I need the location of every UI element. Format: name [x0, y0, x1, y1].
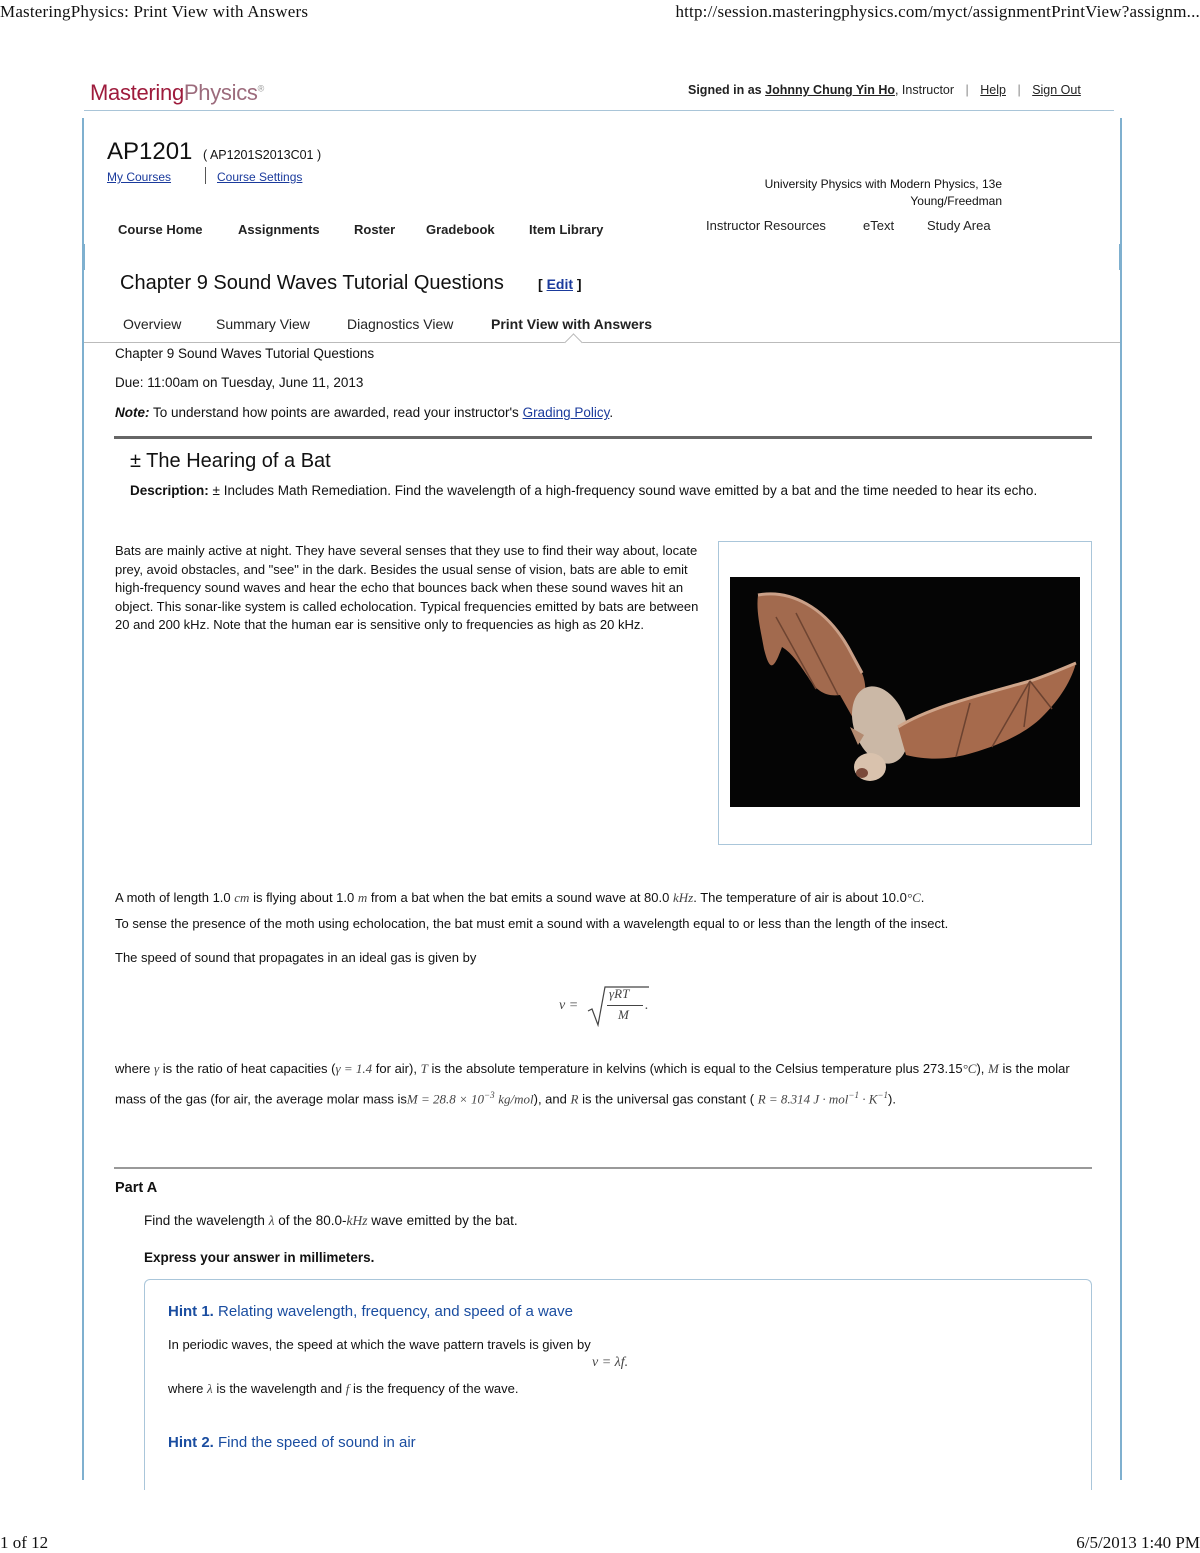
signed-in-label: Signed in as [688, 83, 762, 97]
note-label: Note: [115, 405, 150, 420]
frame-accent-left [82, 244, 85, 270]
unit-degc: °C [962, 1061, 977, 1076]
text: A moth of length 1.0 [115, 890, 231, 905]
textbook-title: University Physics with Modern Physics, 13e [764, 177, 1002, 191]
hint-2-number: Hint 2. [168, 1434, 214, 1451]
unit-kelvin: · K [859, 1091, 878, 1107]
symbol-lambda: λ [207, 1381, 213, 1396]
symbol-gamma: γ [154, 1061, 160, 1076]
sign-out-link[interactable]: Sign Out [1032, 83, 1081, 97]
hint-2-title-text: Find the speed of sound in air [218, 1434, 416, 1451]
print-page-title: MasteringPhysics: Print View with Answers [0, 2, 309, 21]
text: wave emitted by the bat. [371, 1213, 518, 1228]
gas-constant-value: R = 8.314 J · mol [757, 1091, 849, 1107]
nav-study-area[interactable]: Study Area [927, 218, 991, 233]
nav-roster[interactable]: Roster [354, 222, 396, 237]
edit-assignment-link[interactable]: Edit [546, 276, 574, 292]
problem-title: ± The Hearing of a Bat [130, 450, 331, 472]
molar-mass-value: M = 28.8 × 10 [406, 1091, 485, 1107]
textbook-authors: Young/Freedman [910, 194, 1002, 208]
speed-of-sound-equation [559, 985, 669, 1027]
tab-overview[interactable]: Overview [123, 316, 182, 332]
divider: | [965, 83, 969, 97]
tab-underline [84, 342, 1120, 343]
frame-left-border [82, 118, 84, 1480]
text: ), and [533, 1091, 567, 1107]
symbol-r: R [570, 1091, 579, 1107]
symbol-t: T [420, 1061, 428, 1076]
tab-print-view-with-answers[interactable]: Print View with Answers [491, 316, 653, 332]
gamma-value: γ = 1.4 [335, 1061, 373, 1076]
active-tab-indicator [564, 333, 582, 351]
variables-paragraph [115, 1055, 1100, 1112]
hint-1-explanation [168, 1380, 518, 1399]
equation-denominator: M [618, 1007, 629, 1022]
masteringphysics-logo[interactable] [90, 80, 264, 106]
hint-1-body: In periodic waves, the speed at which the wave pattern travels is given by [168, 1337, 591, 1352]
section-divider [114, 436, 1092, 439]
course-name: AP1201 [107, 138, 193, 165]
unit-khz: kHz [672, 890, 694, 905]
problem-description [130, 482, 1070, 501]
textbook-info [765, 176, 1002, 210]
course-code: ( AP1201S2013C01 ) [203, 148, 322, 162]
text: from a bat when the bat emits a sound wave at 80.0 [370, 890, 670, 905]
edit-bracket-close: ] [576, 276, 582, 292]
hint-1-number: Hint 1. [168, 1303, 214, 1320]
logo-registered-mark: ® [257, 83, 264, 94]
grading-policy-link[interactable]: Grading Policy [522, 405, 610, 420]
part-a-question [144, 1212, 518, 1231]
text: . [920, 890, 925, 905]
wavelength-condition: To sense the presence of the moth using echolocation, the bat must emit a sound with a wavelength equal to or less than the length of the insect. [115, 916, 949, 931]
bat-figure [718, 541, 1092, 845]
unit-cm: cm [234, 890, 250, 905]
unit-khz: kHz [346, 1213, 368, 1228]
note-period: . [609, 405, 614, 420]
text: is the universal gas constant ( [582, 1091, 755, 1107]
hint-1-title[interactable] [168, 1303, 573, 1320]
account-bar [688, 83, 1081, 97]
user-name-link[interactable]: Johnny Chung Yin Ho [765, 83, 895, 97]
text: 273.15 [922, 1061, 963, 1076]
nav-gradebook[interactable]: Gradebook [426, 222, 495, 237]
note [115, 405, 613, 420]
unit-kg-per-mol: kg/mol [498, 1091, 534, 1107]
text: is the molar mass of the gas (for air, the average molar mass is [115, 1061, 1070, 1107]
tab-diagnostics-view[interactable]: Diagnostics View [347, 316, 454, 332]
text: ). [888, 1091, 896, 1107]
text: is the ratio of heat capacities ( [162, 1061, 336, 1076]
text: Find the wavelength [144, 1213, 265, 1228]
due-date: Due: 11:00am on Tuesday, June 11, 2013 [115, 375, 364, 390]
symbol-m: M [988, 1061, 999, 1076]
part-a-label: Part A [115, 1180, 158, 1196]
text: is the absolute temperature in kelvins (which is equal to the Celsius temperature plus [431, 1061, 920, 1076]
edit-control [538, 276, 582, 292]
bat-photo [730, 577, 1080, 807]
course-settings-link[interactable]: Course Settings [217, 170, 303, 184]
note-text: To understand how points are awarded, read your instructor's [153, 405, 519, 420]
frame-top-border [84, 110, 1114, 111]
frame-right-border [1120, 118, 1122, 1480]
text: where [168, 1381, 204, 1396]
text: is flying about 1.0 [253, 890, 355, 905]
hint-1-title-text: Relating wavelength, frequency, and speed of a wave [218, 1303, 573, 1320]
print-page-number: 1 of 12 [0, 1533, 49, 1552]
print-page-url: http://session.masteringphysics.com/myct/assignmentPrintView?assignm... [675, 2, 1200, 21]
print-datetime: 6/5/2013 1:40 PM [1076, 1533, 1200, 1552]
logo-word-mastering: Mastering [90, 80, 184, 105]
edit-bracket-open: [ [538, 276, 543, 292]
symbol-f: f [345, 1381, 350, 1396]
text: where [115, 1061, 151, 1076]
assignment-title: Chapter 9 Sound Waves Tutorial Questions [120, 272, 504, 294]
frame-accent-right [1119, 244, 1122, 270]
text: for air), [375, 1061, 417, 1076]
fraction-bar [607, 1005, 643, 1006]
description-label: Description: [130, 483, 209, 498]
exponent: −1 [877, 1090, 888, 1100]
symbol-lambda: λ [268, 1213, 275, 1228]
exponent: −3 [484, 1090, 495, 1100]
text: is the frequency of the wave. [352, 1381, 519, 1396]
description-text: ± Includes Math Remediation. Find the wavelength of a high-frequency sound wave emitted by a bat and the time needed to hear its echo. [212, 483, 1038, 498]
unit-m: m [357, 890, 368, 905]
part-divider [114, 1167, 1092, 1169]
hint-2-title[interactable] [168, 1434, 416, 1451]
exponent: −1 [848, 1090, 859, 1100]
nav-course-home[interactable]: Course Home [118, 222, 203, 237]
text: . The temperature of air is about 10.0 [693, 890, 907, 905]
text: of the 80.0- [278, 1213, 347, 1228]
divider [205, 167, 206, 184]
nav-instructor-resources[interactable]: Instructor Resources [706, 218, 826, 233]
nav-assignments[interactable]: Assignments [238, 222, 320, 237]
divider: | [1017, 83, 1021, 97]
tab-summary-view[interactable]: Summary View [216, 316, 310, 332]
answer-format-instruction: Express your answer in millimeters. [144, 1250, 375, 1265]
nav-etext[interactable]: eText [863, 218, 895, 233]
assignment-subtitle: Chapter 9 Sound Waves Tutorial Questions [115, 346, 375, 361]
bat-illustration [730, 577, 1080, 807]
logo-word-physics: Physics [183, 80, 258, 105]
intro-paragraph: Bats are mainly active at night. They have several senses that they use to find their way about, locate prey, avoid obstacles, and "see" in the dark. Besides the usual sense of vision, bats are able to emit high-frequency sound waves and hear the echo that bounces back when these sound waves hit an object. This sonar-like system is called echolocation. Typical frequencies emitted by bats are between 20 and 200 kHz. Note that the human ear is sensitive only to frequencies as high as 20 kHz. [115, 543, 699, 632]
unit-degc: °C [906, 890, 921, 905]
nav-item-library[interactable]: Item Library [529, 222, 604, 237]
equation-numerator: γRT [609, 986, 630, 1001]
text: ), [976, 1061, 985, 1076]
given-values-paragraph [115, 889, 1095, 908]
text: is the wavelength and [216, 1381, 343, 1396]
my-courses-link[interactable]: My Courses [107, 170, 172, 184]
hint-1-equation: v = λf. [592, 1355, 629, 1370]
equation-lhs: v = [559, 998, 579, 1013]
speed-of-sound-intro: The speed of sound that propagates in an ideal gas is given by [115, 950, 477, 965]
equation-period: . [645, 998, 649, 1013]
user-role: , Instructor [894, 83, 955, 97]
help-link[interactable]: Help [980, 83, 1006, 97]
